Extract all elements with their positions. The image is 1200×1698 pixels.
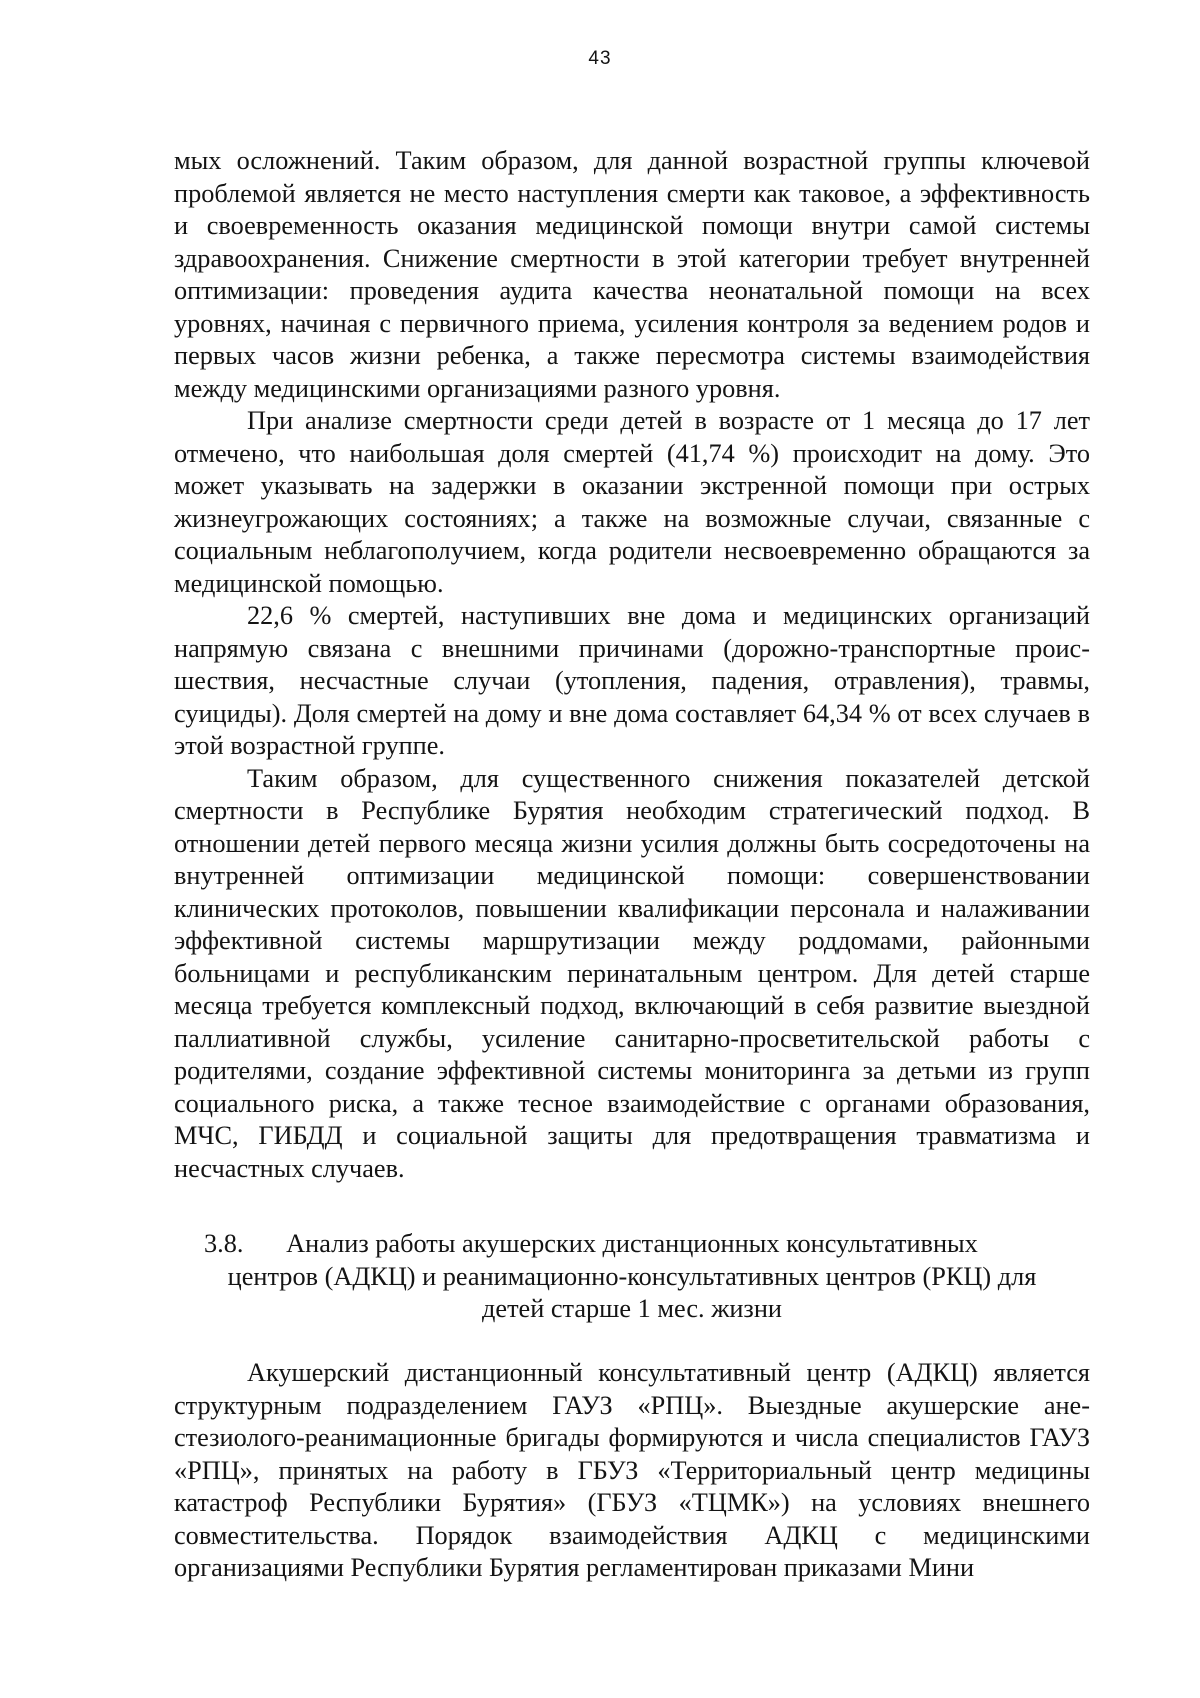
section-title-line-1: Анализ работы акушерских дистанционных консультативных <box>286 1229 978 1258</box>
section-heading <box>174 1228 1090 1326</box>
section-title-line-3: детей старше 1 мес. жизни <box>482 1294 782 1323</box>
body-text-bottom <box>174 1357 1090 1585</box>
paragraph: При анализе смертности среди детей в возрасте от 1 месяца до 17 лет отмечено, что наибольшая доля смертей (41,74 %) происходит на дому. Это может указывать на задержки в оказании экстренной помощи при острых жизнеугрожающих состояниях; а также на возможные случаи, связанные с социальным неблагополучием, когда родители несвоевременно обращаются за медицинской помощью. <box>174 406 1090 598</box>
paragraph: мых осложнений. Таким образом, для данной возрастной группы ключевой проблемой является не место наступления смерти как таковое, а эффективность и своевременность оказания медицинской помощи внутри самой системы здравоохранения. Снижение смертности в этой категории требует внутренней оптимизации: проведения аудита качества неонатальной помощи на всех уровнях, начиная с первичного приема, усиления контроля за ведением родов и первых часов жизни ребенка, а также пересмотра системы взаимодействия между медицинскими организациями разного уровня. <box>174 146 1090 403</box>
body-text-top <box>174 145 1090 1185</box>
page-number: 43 <box>588 48 612 69</box>
section-number: 3.8. <box>204 1229 244 1258</box>
section-title-line-2: центров (АДКЦ) и реанимационно-консультативных центров (РКЦ) для <box>227 1261 1037 1291</box>
paragraph: Таким образом, для существенного снижения показателей детской смертности в Республике Бурятия необходим стратегический подход. В отношении детей первого месяца жизни усилия должны быть сосредоточены на внутренней оптимизации медицинской помощи: совершенствовании клинических протоколов, повышении квалификации персонала и налаживании эффективной системы маршрутизации между роддомами, районными больницами и республиканским перинатальным центром. Для детей старше месяца требуется комплексный подход, включающий в себя развитие выездной паллиативной службы, усиление санитарно-просветительской работы с родителями, создание эффективной системы мониторинга за детьми из групп социального риска, а также тесное взаимодействие с органами образования, МЧС, ГИБДД и социальной защиты для предотвращения травматизма и несчастных случаев. <box>174 763 1090 1183</box>
paragraph: 22,6 % смертей, наступивших вне дома и медицинских организаций напрямую связана с внешними причинами (дорожно-транспортные происшествия, несчастные случаи (утопления, падения, отравления), травмы, суициды). Доля смертей на дому и вне дома составляет 64,34 % от всех случаев в этой возрастной группе. <box>174 601 1090 760</box>
paragraph: Акушерский дистанционный консультативный центр (АДКЦ) является структурным подразделением ГАУЗ «РПЦ». Выездные акушерские анестезиолого-реанимационные бригады формируются и числа специалистов ГАУЗ «РПЦ», принятых на работу в ГБУЗ «Территориальный центр медицины катастроф Республики Бурятия» (ГБУЗ «ТЦМК») на условиях внешнего совместительства. Порядок взаимодействия АДКЦ с медицинскими организациями Республики Бурятия регламентирован приказами Мини <box>174 1358 1090 1582</box>
